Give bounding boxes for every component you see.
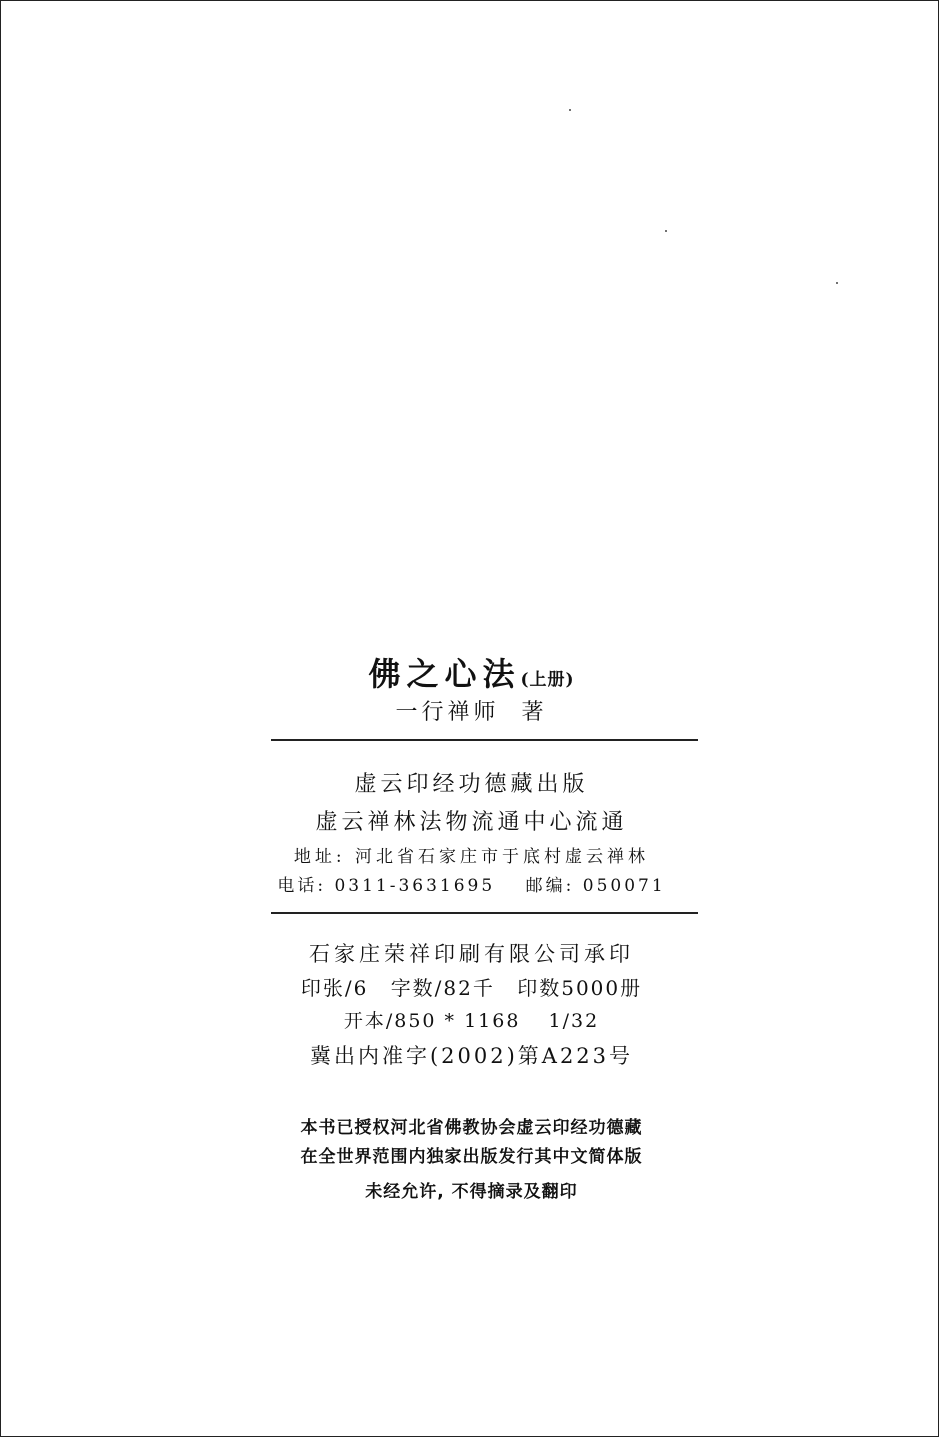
author-line <box>1 695 941 726</box>
print-sheets: 印张/6 <box>300 976 369 1000</box>
format-line <box>1 1006 941 1033</box>
book-title-line <box>1 649 941 695</box>
format-fraction: 1/32 <box>548 1010 600 1032</box>
copyright-notice-line: 本书已授权河北省佛教协会虚云印经功德藏 <box>300 1118 643 1138</box>
printer-line: 石家庄荣祥印刷有限公司承印 <box>309 942 634 966</box>
scan-speck <box>569 109 571 111</box>
book-volume: (上册) <box>520 670 575 690</box>
distributor-line: 虚云禅林法物流通中心流通 <box>315 810 628 835</box>
address-line: 地址: 河北省石家庄市于底村虚云禅林 <box>293 847 650 867</box>
page-format: 开本/850 * 1168 <box>343 1010 521 1032</box>
author-role: 著 <box>521 700 548 725</box>
print-specs-line <box>1 972 941 1001</box>
permit-line: 冀出内准字(2002)第A223号 <box>309 1044 634 1068</box>
postcode-value: 050071 <box>582 876 666 896</box>
publisher-line: 虚云印经功德藏出版 <box>354 772 589 797</box>
copyright-notice-line: 未经允许, 不得摘录及翻印 <box>365 1182 578 1202</box>
word-count: 字数/82千 <box>390 976 495 1000</box>
book-title: 佛之心法 <box>368 655 521 693</box>
scan-speck <box>665 230 667 232</box>
phone-label: 电话: <box>277 876 327 896</box>
scan-speck <box>836 282 838 284</box>
print-copies: 印数5000册 <box>517 976 643 1000</box>
copyright-notice-line: 在全世界范围内独家出版发行其中文简体版 <box>300 1147 643 1167</box>
author-name: 一行禅师 <box>395 700 500 725</box>
phone-number: 0311-3631695 <box>334 876 496 896</box>
postcode-label: 邮编: <box>525 876 575 896</box>
contact-line <box>1 871 941 896</box>
divider-rule <box>271 739 698 741</box>
divider-rule <box>271 912 698 914</box>
